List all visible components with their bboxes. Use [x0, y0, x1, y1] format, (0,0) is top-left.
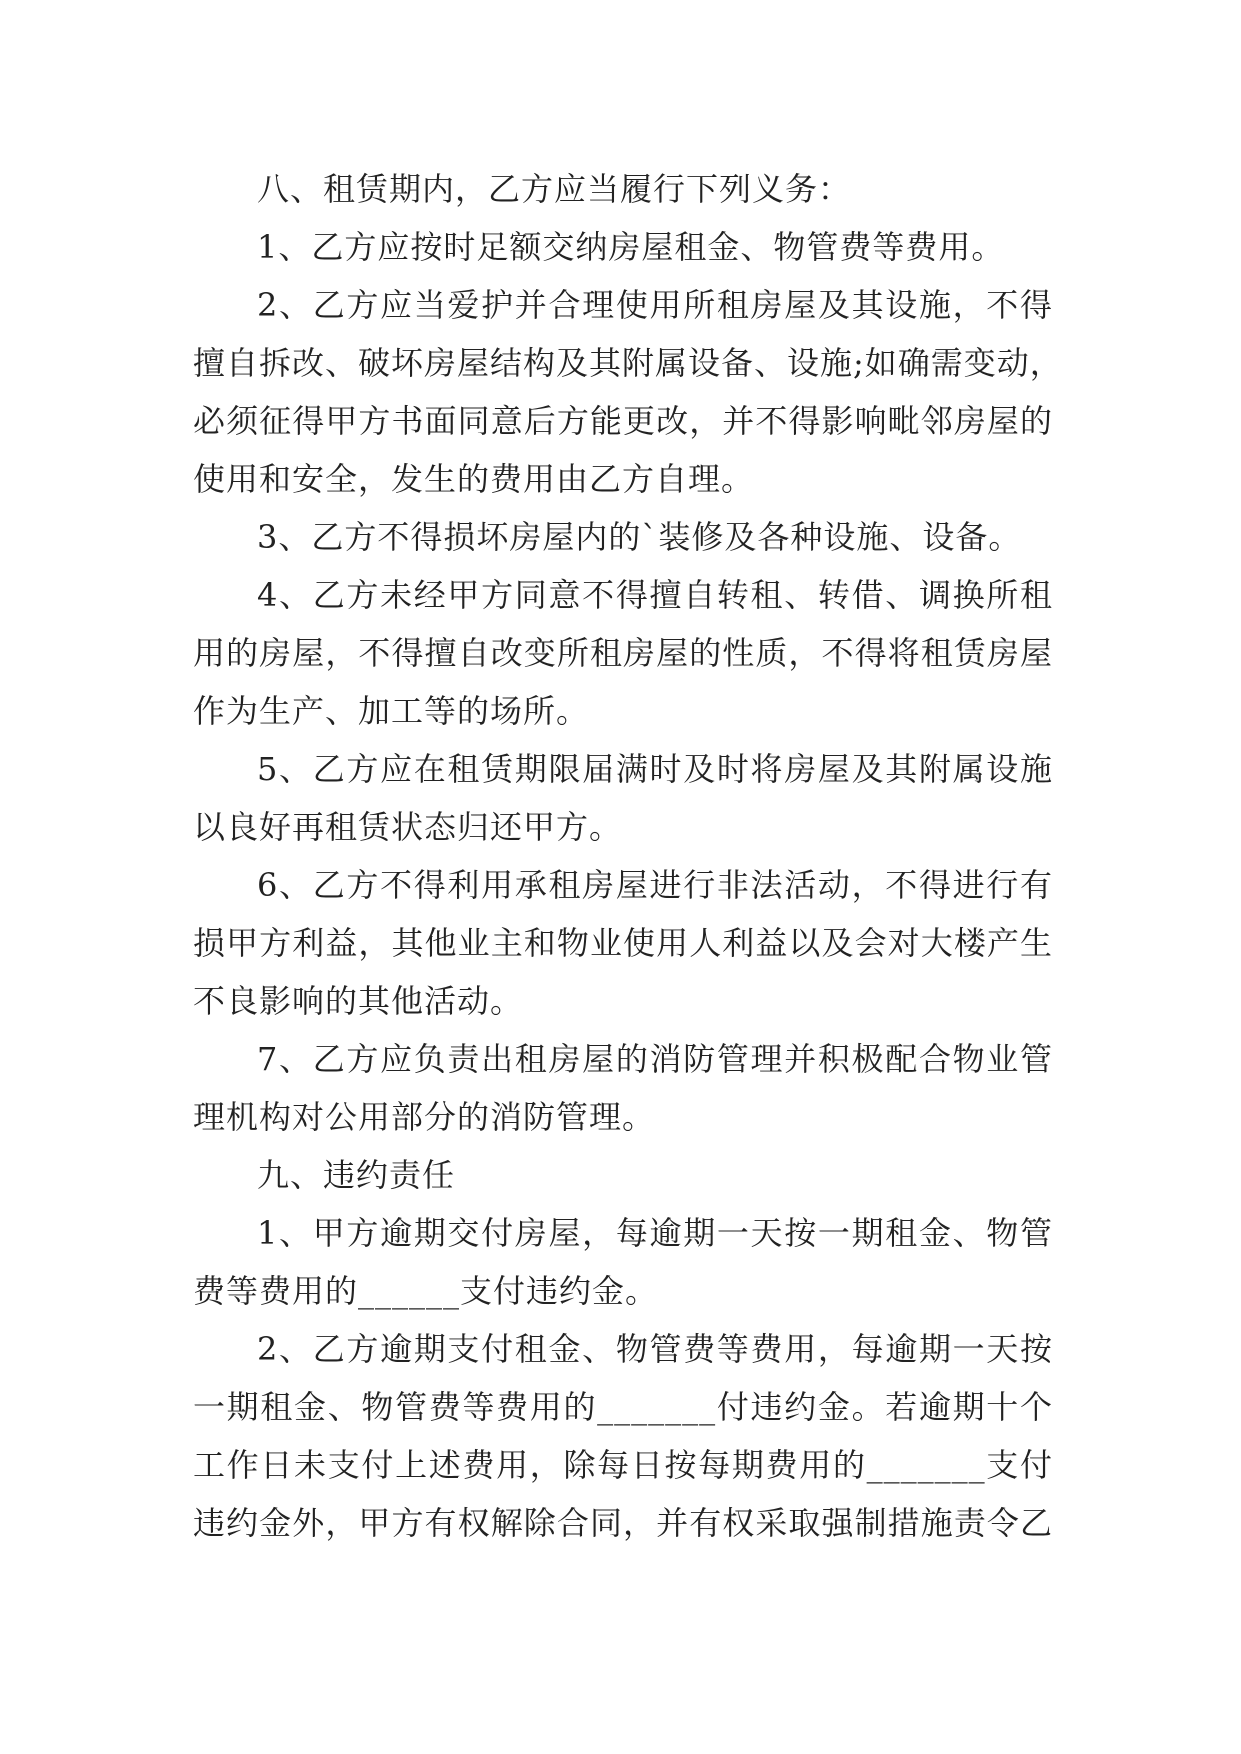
clause-line: 工作日未支付上述费用，除每日按每期费用的_______支付: [193, 1446, 1053, 1484]
clause-line: 2、乙方应当爱护并合理使用所租房屋及其设施，不得: [257, 286, 1053, 324]
clause-line: 作为生产、加工等的场所。: [193, 692, 590, 730]
clause-line: 3、乙方不得损坏房屋内的`装修及各种设施、设备。: [257, 518, 1022, 556]
clause-line: 擅自拆改、破坏房屋结构及其附属设备、设施;如确需变动，: [193, 344, 1063, 382]
clause-line: 4、乙方未经甲方同意不得擅自转租、转借、调换所租: [257, 576, 1053, 614]
clause-line: 费等费用的______支付违约金。: [193, 1272, 659, 1310]
clause-line: 损甲方利益，其他业主和物业使用人利益以及会对大楼产生: [193, 924, 1053, 962]
clause-line: 1、乙方应按时足额交纳房屋租金、物管费等费用。: [257, 228, 1005, 266]
clause-line: 必须征得甲方书面同意后方能更改，并不得影响毗邻房屋的: [193, 402, 1053, 440]
clause-line: 不良影响的其他活动。: [193, 982, 524, 1020]
clause-line: 用的房屋，不得擅自改变所租房屋的性质，不得将租赁房屋: [193, 634, 1053, 672]
clause-line: 5、乙方应在租赁期限届满时及时将房屋及其附属设施: [257, 750, 1053, 788]
clause-line: 以良好再租赁状态归还甲方。: [193, 808, 623, 846]
clause-line: 一期租金、物管费等费用的_______付违约金。若逾期十个: [193, 1388, 1053, 1426]
clause-line: 违约金外，甲方有权解除合同，并有权采取强制措施责令乙: [193, 1504, 1053, 1542]
clause-line: 理机构对公用部分的消防管理。: [193, 1098, 656, 1136]
clause-line: 2、乙方逾期支付租金、物管费等费用，每逾期一天按: [257, 1330, 1053, 1368]
clause-line: 使用和安全，发生的费用由乙方自理。: [193, 460, 755, 498]
section-heading-obligations: 八、租赁期内，乙方应当履行下列义务：: [257, 170, 852, 208]
clause-line: 6、乙方不得利用承租房屋进行非法活动，不得进行有: [257, 866, 1053, 904]
clause-line: 7、乙方应负责出租房屋的消防管理并积极配合物业管: [257, 1040, 1053, 1078]
clause-line: 1、甲方逾期交付房屋，每逾期一天按一期租金、物管: [257, 1214, 1053, 1252]
section-heading-liability: 九、违约责任: [257, 1156, 456, 1194]
document-body: [193, 160, 1063, 1552]
